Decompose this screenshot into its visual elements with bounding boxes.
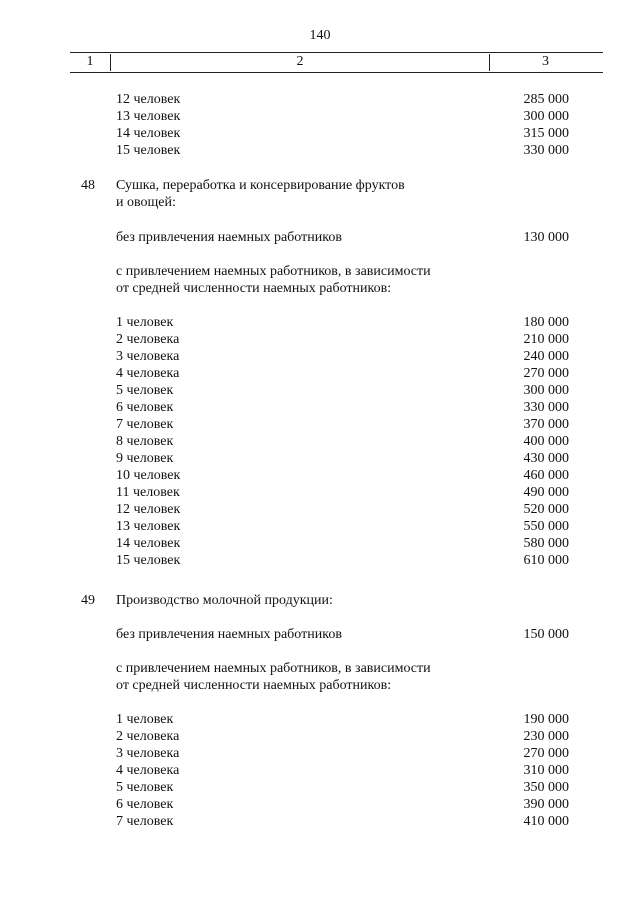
table-row [0,467,640,484]
table-row [0,711,640,728]
row-value: 490 000 [523,485,569,500]
row-value: 390 000 [523,797,569,812]
table-row [0,677,640,694]
row-label: 13 человек [116,519,181,534]
row-value: 130 000 [523,230,569,245]
row-value: 520 000 [523,502,569,517]
table-row [0,348,640,365]
item-number: 49 [81,593,95,608]
table-row [0,416,640,433]
table-row [0,592,640,609]
table-row [0,813,640,830]
table-row [0,779,640,796]
table-row [0,365,640,382]
table-row [0,762,640,779]
column-3-header: 3 [542,54,549,69]
row-value: 580 000 [523,536,569,551]
row-value: 350 000 [523,780,569,795]
row-value: 330 000 [523,143,569,158]
table-row [0,382,640,399]
row-label: 3 человека [116,746,180,761]
row-label: и овощей: [116,195,176,210]
row-label: 13 человек [116,109,181,124]
table-row [0,535,640,552]
row-label: 10 человек [116,468,181,483]
row-label: 15 человек [116,553,181,568]
row-value: 230 000 [523,729,569,744]
row-label: 8 человек [116,434,174,449]
row-value: 400 000 [523,434,569,449]
row-value: 270 000 [523,746,569,761]
column-2-header: 2 [110,54,490,71]
row-label: 11 человек [116,485,180,500]
row-label: 9 человек [116,451,174,466]
row-label: с привлечением наемных работников, в зависимости [116,661,431,676]
row-label: Производство молочной продукции: [116,593,333,608]
table-row [0,518,640,535]
table-row [0,552,640,569]
table-row [0,433,640,450]
row-label: 14 человек [116,536,181,551]
row-value: 150 000 [523,627,569,642]
item-number: 48 [81,178,95,193]
row-value: 270 000 [523,366,569,381]
row-label: 14 человек [116,126,181,141]
row-label: 12 человек [116,502,181,517]
table-row [0,229,640,246]
table-row [0,142,640,159]
row-label: 7 человек [116,417,174,432]
table-row [0,331,640,348]
row-label: 6 человек [116,400,174,415]
row-value: 610 000 [523,553,569,568]
row-label: 5 человек [116,780,174,795]
table-row [0,108,640,125]
row-label: 7 человек [116,814,174,829]
table-row [0,745,640,762]
row-label: без привлечения наемных работников [116,230,342,245]
table-row [0,91,640,108]
row-value: 310 000 [523,763,569,778]
row-label: 5 человек [116,383,174,398]
page-number: 140 [309,28,331,43]
column-1-header: 1 [86,54,94,69]
row-value: 550 000 [523,519,569,534]
row-label: 12 человек [116,92,181,107]
row-label: от средней численности наемных работников: [116,678,392,693]
row-label: с привлечением наемных работников, в зависимости [116,264,431,279]
table-row [0,263,640,280]
row-value: 180 000 [523,315,569,330]
table-row [0,450,640,467]
row-value: 460 000 [523,468,569,483]
row-value: 190 000 [523,712,569,727]
row-label: 6 человек [116,797,174,812]
row-value: 315 000 [523,126,569,141]
row-label: Сушка, переработка и консервирование фруктов [116,178,405,193]
row-value: 370 000 [523,417,569,432]
row-value: 300 000 [523,383,569,398]
row-label: 4 человека [116,366,180,381]
row-label: 4 человека [116,763,180,778]
table-row [0,626,640,643]
table-row [0,660,640,677]
row-label: 2 человека [116,729,180,744]
row-label: 2 человека [116,332,180,347]
table-row [0,177,640,194]
row-value: 330 000 [523,400,569,415]
row-label: 3 человека [116,349,180,364]
row-value: 410 000 [523,814,569,829]
row-label: 15 человек [116,143,181,158]
row-value: 240 000 [523,349,569,364]
row-value: 300 000 [523,109,569,124]
row-label: 1 человек [116,712,174,727]
table-row [0,399,640,416]
row-value: 285 000 [523,92,569,107]
row-value: 430 000 [523,451,569,466]
table-row [0,501,640,518]
table-row [0,125,640,142]
table-row [0,484,640,501]
table-row [0,796,640,813]
row-label: 1 человек [116,315,174,330]
table-row [0,314,640,331]
row-label: от средней численности наемных работников: [116,281,392,296]
table-column-header [70,52,603,73]
table-row [0,194,640,211]
row-value: 210 000 [523,332,569,347]
row-label: без привлечения наемных работников [116,627,342,642]
table-row [0,280,640,297]
table-row [0,728,640,745]
